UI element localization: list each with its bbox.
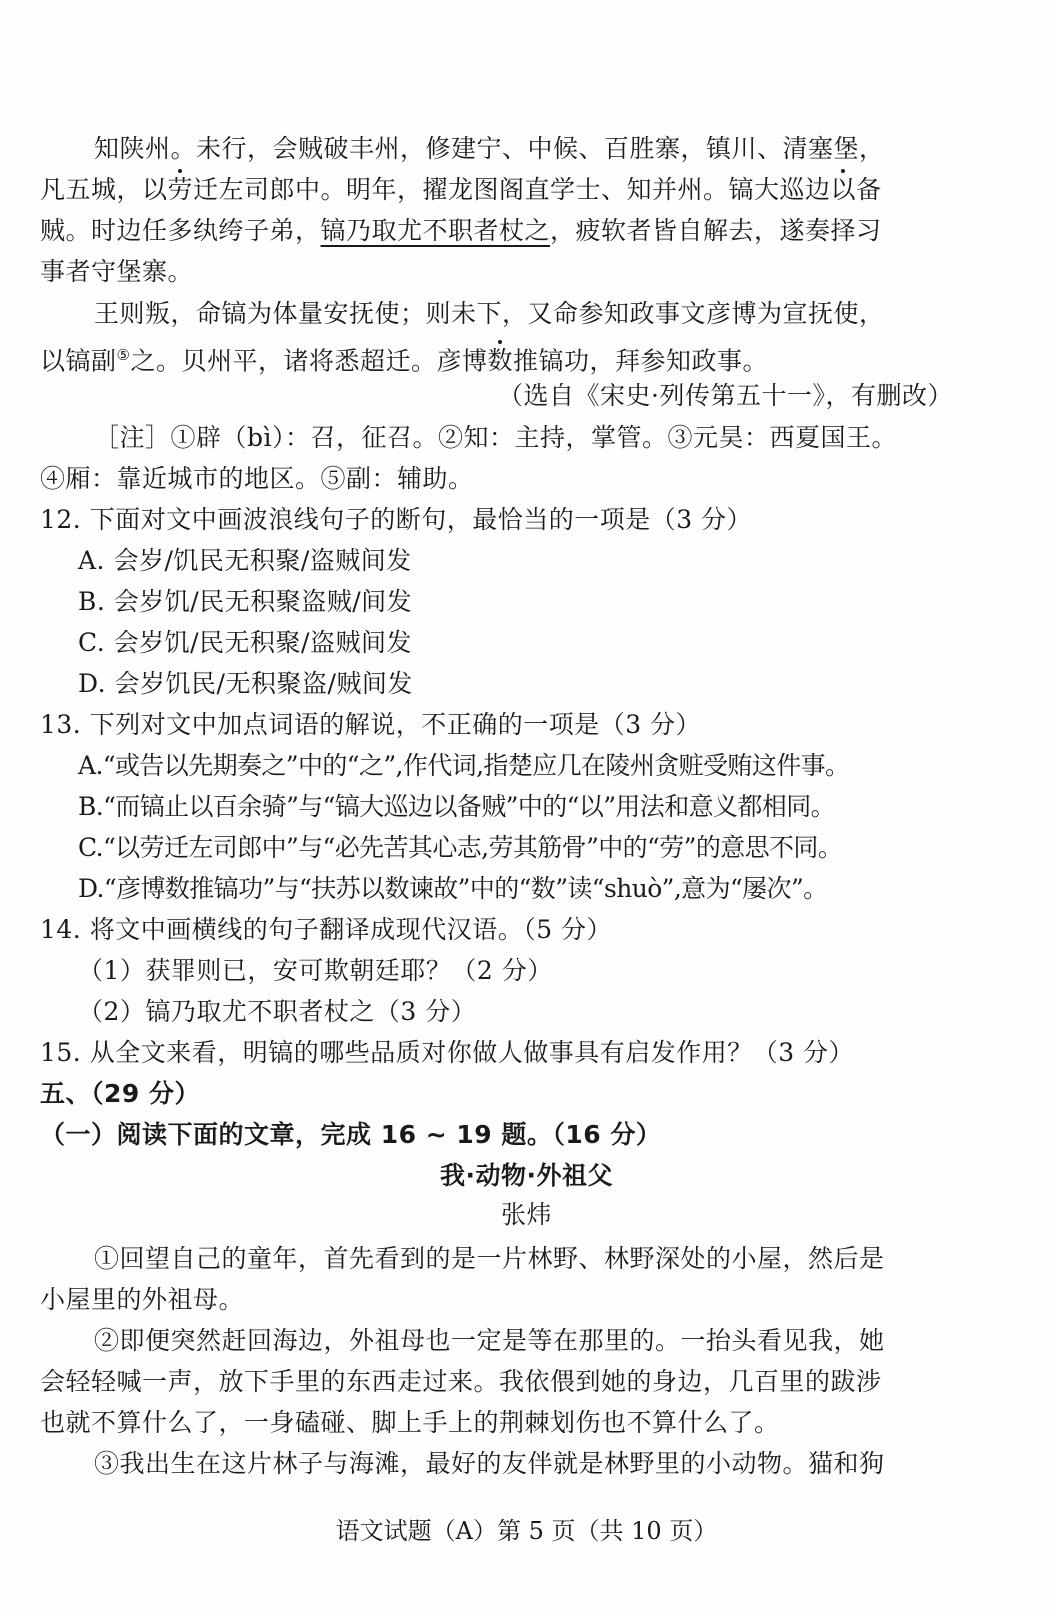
text: （一）阅读下面的文章，完成 16 ~ 19 题。（16 分） bbox=[40, 1120, 662, 1149]
passage-line bbox=[40, 216, 882, 246]
text: 推镐功，拜参知政事。 bbox=[513, 346, 769, 376]
article-line bbox=[94, 1449, 885, 1479]
article-line bbox=[40, 1367, 882, 1397]
page-footer bbox=[0, 1516, 1053, 1546]
dotted-word-shu: 数 bbox=[487, 346, 513, 376]
dotted-word-yi: 以 bbox=[830, 175, 857, 204]
text: 迁左司郎中。明年，擢龙图阁直学士、知并州。镐大巡边 bbox=[193, 175, 831, 204]
text: C. 会岁饥/民无积聚/盗贼间发 bbox=[78, 628, 412, 657]
option-a bbox=[78, 546, 412, 576]
text: 王则叛，命镐为体量安抚使；则未下，又命参知政事文彦博为宣抚使， bbox=[94, 299, 885, 328]
dotted-word-lao: 劳 bbox=[167, 175, 194, 204]
text: 12. 下面对文中画波浪线句子的断句，最恰当的一项是（3 分） bbox=[40, 505, 753, 534]
article-line bbox=[40, 1408, 780, 1438]
section-subheading bbox=[40, 1120, 661, 1150]
article-title bbox=[0, 1161, 1053, 1191]
text: A.“或告以先期奏之”中的“之”,作代词,指楚应几在陵州贪赃受贿这件事。 bbox=[78, 751, 850, 780]
text: 13. 下列对文中加点词语的解说，不正确的一项是（3 分） bbox=[40, 710, 702, 739]
text: ②即便突然赶回海边，外祖母也一定是等在那里的。一抬头看见我，她 bbox=[94, 1326, 885, 1355]
text: B. 会岁饥/民无积聚盗贼/间发 bbox=[78, 587, 413, 616]
option-b bbox=[78, 792, 835, 822]
text: B.“而镐止以百余骑”与“镐大巡边以备贼”中的“以”用法和意义都相同。 bbox=[78, 792, 836, 821]
option-c bbox=[78, 833, 842, 863]
underlined-sentence: 镐乃取尤不职者杖之 bbox=[320, 216, 551, 245]
question-13-stem bbox=[40, 710, 701, 740]
question-12-stem bbox=[40, 505, 752, 535]
article-line bbox=[94, 1244, 885, 1274]
footnote-marker: ⑤ bbox=[116, 346, 131, 364]
passage-line bbox=[94, 299, 885, 329]
text: 会轻轻喊一声，放下手里的东西走过来。我依偎到她的身边，几百里的跋涉 bbox=[40, 1367, 882, 1396]
sub-question-2 bbox=[78, 997, 476, 1027]
option-d bbox=[78, 669, 413, 699]
text: 事者守堡寨。 bbox=[40, 257, 194, 286]
text: ①回望自己的童年，首先看到的是一片林野、林野深处的小屋，然后是 bbox=[94, 1244, 885, 1273]
option-b bbox=[78, 587, 412, 617]
text: 也就不算什么了，一身磕碰、脚上手上的荆棘划伤也不算什么了。 bbox=[40, 1408, 780, 1437]
passage-line bbox=[94, 134, 885, 164]
option-c bbox=[78, 628, 412, 658]
text: 小屋里的外祖母。 bbox=[40, 1285, 245, 1314]
question-15-stem bbox=[40, 1038, 854, 1068]
text: ④厢：靠近城市的地区。⑤副：辅助。 bbox=[40, 464, 474, 493]
passage-line bbox=[40, 257, 193, 287]
article-author bbox=[0, 1200, 1053, 1230]
text: （1）获罪则已，安可欺朝廷耶？（2 分） bbox=[78, 956, 553, 985]
text: C.“以劳迁左司郎中”与“必先苦其心志,劳其筋骨”中的“劳”的意思不同。 bbox=[78, 833, 843, 862]
text: 以镐副 bbox=[40, 346, 117, 376]
text: 张炜 bbox=[500, 1200, 552, 1229]
sub-question-1 bbox=[78, 956, 553, 986]
text: 语文试题（A）第 5 页（共 10 页） bbox=[335, 1517, 718, 1545]
text: A. 会岁/饥民无积聚/盗贼间发 bbox=[78, 546, 412, 575]
option-a bbox=[78, 751, 849, 781]
text: （选自《宋史·列传第五十一》，有删改） bbox=[498, 381, 953, 410]
option-d bbox=[78, 874, 828, 904]
text: 15. 从全文来看，明镐的哪些品质对你做人做事具有启发作用？（3 分） bbox=[40, 1038, 855, 1067]
note-line bbox=[94, 423, 897, 453]
article-line bbox=[94, 1326, 885, 1356]
note-line bbox=[40, 464, 474, 494]
text: 贼。时边任多纨绔子弟， bbox=[40, 216, 321, 245]
text: ，疲软者皆自解去，遂奏择习 bbox=[550, 216, 882, 245]
question-14-stem bbox=[40, 915, 612, 945]
source-citation bbox=[498, 381, 953, 411]
article-line bbox=[40, 1285, 244, 1315]
text: 备 bbox=[856, 175, 882, 204]
text: 五、（29 分） bbox=[40, 1079, 200, 1108]
text: 14. 将文中画横线的句子翻译成现代汉语。（5 分） bbox=[40, 915, 613, 944]
text: （2）镐乃取尤不职者杖之（3 分） bbox=[78, 997, 477, 1026]
text: ［注］①辟（bì）：召，征召。②知：主持，掌管。③元昊：西夏国王。 bbox=[94, 423, 898, 452]
passage-line bbox=[40, 340, 768, 376]
text: 我·动物·外祖父 bbox=[440, 1161, 613, 1190]
section-heading bbox=[40, 1079, 200, 1109]
text: 知陕州。未行，会贼破丰州，修建宁、中候、百胜寨，镇川、清塞堡， bbox=[94, 134, 885, 163]
text: D.“彦博数推镐功”与“扶苏以数谏故”中的“数”读“shuò”,意为“屡次”。 bbox=[78, 874, 828, 903]
text: 之。贝州平，诸将悉超迁。彦博 bbox=[130, 346, 488, 376]
text: D. 会岁饥民/无积聚盗/贼间发 bbox=[78, 669, 413, 698]
text: 凡五城，以 bbox=[40, 175, 168, 204]
text: ③我出生在这片林子与海滩，最好的友伴就是林野里的小动物。猫和狗 bbox=[94, 1449, 885, 1478]
passage-line bbox=[40, 175, 882, 205]
